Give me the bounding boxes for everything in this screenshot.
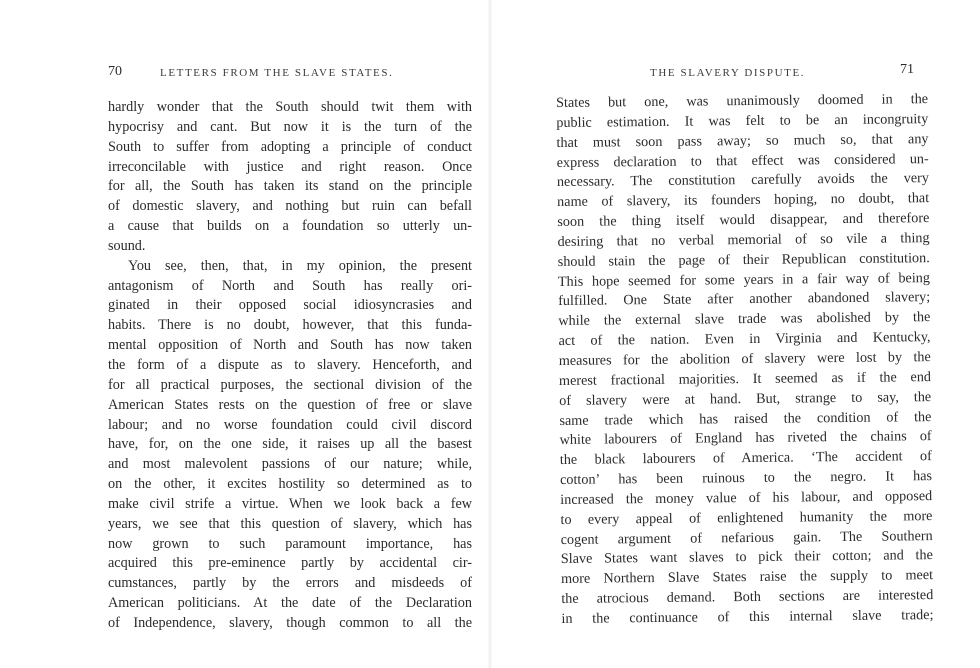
- text-line: in the continuance of this internal slave trade;: [561, 607, 934, 627]
- text-line: on the other, it excites hostility so determined as to: [108, 476, 472, 493]
- text-line: act of the nation. Even in Virginia and Kentucky,: [558, 329, 931, 350]
- text-line: This hope seemed for some years in a fair way of being: [557, 269, 931, 290]
- text-line: measures for the abolition of slavery were lost by the: [558, 349, 931, 369]
- text-line: express declaration to that effect was considered un-: [556, 150, 929, 171]
- text-line: while the external slave trade was abolished by the: [558, 309, 931, 330]
- right-running-head: THE SLAVERY DISPUTE.: [650, 67, 806, 79]
- text-line: habits. There is no doubt, however, that this funda-: [108, 317, 472, 334]
- text-line: soon the thing itself would disappear, and therefore: [557, 210, 930, 231]
- text-line: for all, the South has taken its stand on the principle: [108, 178, 472, 195]
- text-line: for all practical purposes, the sectional division of the: [108, 376, 472, 393]
- text-line: South to suffer from adopting a principle of conduct: [108, 138, 472, 155]
- text-line: same trade which has raised the condition of the: [559, 408, 932, 429]
- text-line: of slavery were at hand. But, strange to say, the: [559, 388, 932, 409]
- text-line: States but one, was unanimously doomed in the: [556, 91, 929, 111]
- text-line: irreconcilable with justice and right reason. Once: [108, 158, 472, 175]
- text-line: necessary. The constitution carefully avoids the very: [556, 170, 929, 191]
- text-line: to every appeal of enlightened humanity the more: [560, 507, 933, 528]
- text-line: Slave States want slaves to pick their cotton; and the: [560, 547, 933, 568]
- text-line: white labourers of England has riveted the chains of: [559, 428, 932, 449]
- text-line: increased the money value of his labour, and opposed: [560, 487, 933, 508]
- text-line: desiring that no verbal memorial of so vile a thing: [557, 230, 930, 250]
- right-page-text: [556, 90, 934, 630]
- text-line: the black labourers of America. ‘The accident of: [559, 448, 932, 469]
- text-line: ginated in their opposed social idiosyncrasies and: [108, 297, 472, 314]
- text-line: hardly wonder that the South should twit them with: [108, 99, 472, 115]
- text-line: make civil strife a virtue. When we look back a few: [108, 495, 472, 512]
- text-line: years, we see that this question of slavery, which has: [108, 515, 472, 532]
- text-line: acquired this pre-eminence partly by accidental cir-: [108, 555, 472, 572]
- text-line: American States rests on the question of free or slave: [108, 396, 472, 413]
- text-line: the form of a dispute as to slavery. Henceforth, and: [108, 356, 472, 373]
- text-line: of domestic slavery, and nothing but ruin can befall: [108, 198, 472, 215]
- text-line: cotton’ has been ruinous to the negro. It has: [559, 468, 933, 489]
- text-line: and most malevolent passions of our nature; while,: [108, 456, 472, 473]
- left-page-number: 70: [108, 64, 122, 79]
- text-line: sound.: [108, 237, 146, 254]
- text-line: You see, then, that, in my opinion, the present: [128, 257, 472, 274]
- text-line: that must soon pass away; so much so, that any: [556, 130, 929, 151]
- text-line: merest fractional majorities. It seemed as if the end: [558, 368, 932, 389]
- left-page-text: [108, 98, 472, 634]
- text-line: name of slavery, its founders hoping, no doubt, that: [557, 190, 930, 211]
- text-line: cogent argument of nefarious gain. The Southern: [560, 527, 933, 548]
- text-line: labour; and no worse foundation could civil discord: [108, 416, 472, 433]
- text-line: public estimation. It was felt to be an incongruity: [556, 110, 929, 131]
- right-page: [490, 0, 980, 668]
- text-line: hypocrisy and cant. But now it is the turn of the: [108, 118, 472, 135]
- text-line: of Independence, slavery, though common to all the: [108, 614, 472, 631]
- text-line: a cause that builds on a foundation so utterly un-: [108, 218, 472, 235]
- text-line: should stain the page of their Republican constitution.: [557, 249, 930, 270]
- left-running-head: LETTERS FROM THE SLAVE STATES.: [160, 67, 394, 79]
- text-line: American politicians. At the date of the Declaration: [108, 595, 472, 612]
- right-page-number: 71: [900, 62, 914, 77]
- text-line: have, for, on the one side, it raises up all the basest: [108, 436, 472, 453]
- text-line: mental opposition of North and South has now taken: [108, 337, 472, 354]
- text-line: the atrocious demand. Both sections are interested: [561, 587, 934, 608]
- text-line: now grown to such paramount importance, has: [108, 535, 472, 552]
- text-line: antagonism of North and South has really ori-: [108, 277, 472, 294]
- text-line: fulfilled. One State after another abandoned slavery;: [558, 289, 931, 310]
- text-line: more Northern Slave States raise the supply to meet: [560, 567, 934, 588]
- text-line: cumstances, partly by the errors and misdeeds of: [108, 575, 472, 592]
